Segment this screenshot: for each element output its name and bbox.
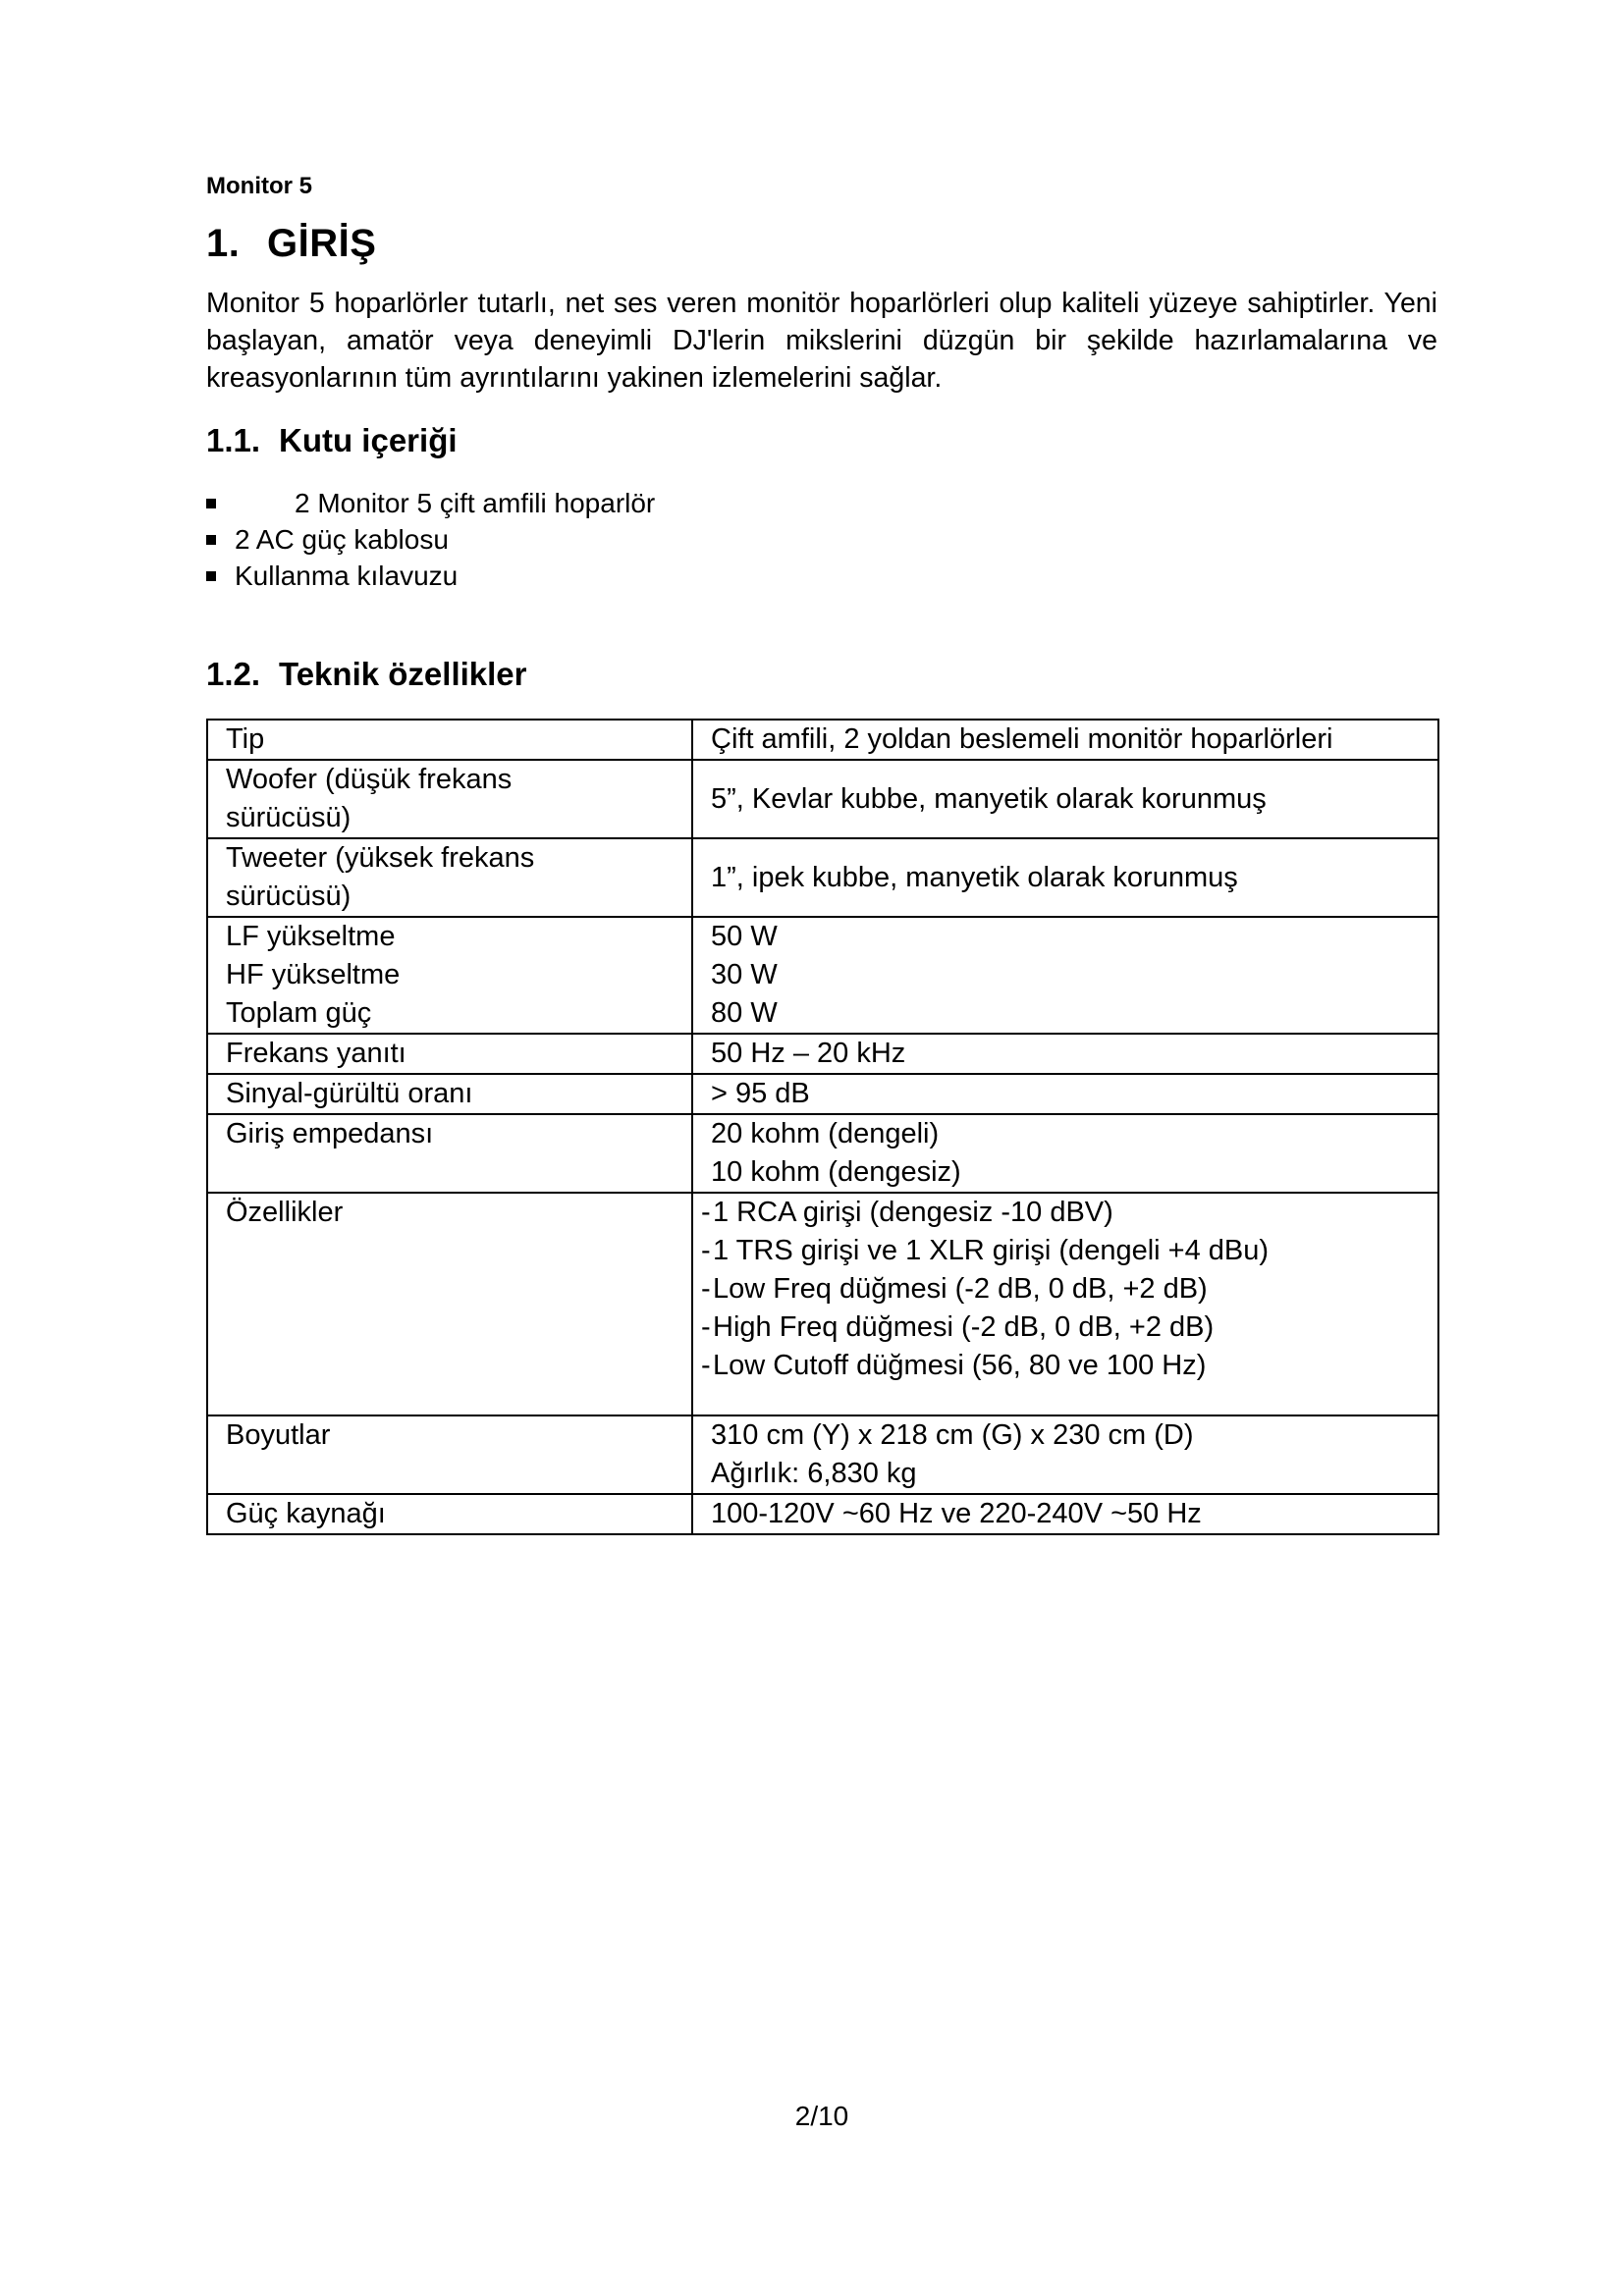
spec-value-group [692, 1415, 1438, 1494]
bullet-square-icon [206, 535, 216, 545]
table-row [207, 1415, 1438, 1494]
list-item: 2 AC güç kablosu [206, 521, 655, 558]
spec-value: 100-120V ~60 Hz ve 220-240V ~50 Hz [692, 1494, 1438, 1534]
spec-label: Frekans yanıtı [207, 1034, 692, 1074]
spec-value: 30 W [711, 959, 778, 990]
table-row [207, 1114, 1438, 1193]
subsection-heading-box-contents [206, 422, 458, 459]
box-contents-list [206, 485, 655, 594]
spec-value-group [692, 1193, 1438, 1415]
spec-label: Tweeter (yüksek frekans sürücüsü) [207, 838, 692, 917]
spec-table [206, 719, 1439, 1535]
spec-label: Woofer (düşük frekans sürücüsü) [207, 760, 692, 838]
subsection-number: 1.1. [206, 422, 261, 458]
spec-label: Özellikler [207, 1193, 692, 1415]
spec-value-group [692, 917, 1438, 1034]
table-row [207, 1494, 1438, 1534]
spec-value: 50 W [711, 921, 778, 952]
table-row [207, 720, 1438, 760]
features-list [701, 1194, 1428, 1385]
table-row [207, 1074, 1438, 1114]
page-number: 2/10 [794, 2101, 849, 2131]
subsection-title: Kutu içeriği [279, 422, 458, 458]
bullet-square-icon [206, 571, 216, 581]
list-item: - 1 RCA girişi (dengesiz -10 dBV) [701, 1194, 1428, 1232]
spec-value: > 95 dB [692, 1074, 1438, 1114]
table-row [207, 1193, 1438, 1415]
list-item: Kullanma kılavuzu [206, 558, 655, 594]
list-item: - Low Cutoff düğmesi (56, 80 ve 100 Hz) [701, 1347, 1428, 1385]
subsection-title: Teknik özellikler [279, 656, 527, 692]
subsection-heading-specs [206, 656, 527, 693]
spec-label: LF yükseltme [226, 921, 396, 952]
document-header: Monitor 5 [206, 173, 312, 199]
spec-label: Giriş empedansı [207, 1114, 692, 1193]
spec-value: Çift amfili, 2 yoldan beslemeli monitör hoparlörleri [692, 720, 1438, 760]
section-title: GİRİŞ [267, 222, 377, 265]
list-item: - High Freq düğmesi (-2 dB, 0 dB, +2 dB) [701, 1308, 1428, 1347]
spec-label: Güç kaynağı [207, 1494, 692, 1534]
spec-label: Toplam güç [226, 997, 372, 1029]
spec-value: Ağırlık: 6,830 kg [711, 1458, 917, 1489]
intro-paragraph: Monitor 5 hoparlörler tutarlı, net ses veren monitör hoparlörleri olup kaliteli yüzeye sahiptirler. Yeni başlayan, amatör veya deneyimli DJ'lerin mikslerini düzgün bir şekilde hazırlamalarına ve kreasyonlarının tüm ayrıntılarını yakinen izlemelerini sağlar. [206, 288, 1437, 394]
spec-label: Boyutlar [207, 1415, 692, 1494]
table-row [207, 917, 1438, 1034]
spec-label-group [207, 917, 692, 1034]
spec-label: Sinyal-gürültü oranı [207, 1074, 692, 1114]
spec-value: 310 cm (Y) x 218 cm (G) x 230 cm (D) [711, 1419, 1194, 1451]
subsection-number: 1.2. [206, 656, 261, 692]
spec-value-group [692, 1114, 1438, 1193]
table-row [207, 760, 1438, 838]
spec-value: 10 kohm (dengesiz) [711, 1156, 961, 1188]
table-row [207, 1034, 1438, 1074]
spec-value: 1”, ipek kubbe, manyetik olarak korunmuş [692, 838, 1438, 917]
bullet-square-icon [206, 499, 216, 508]
section-number: 1. [206, 222, 241, 265]
spec-value: 5”, Kevlar kubbe, manyetik olarak korunmuş [692, 760, 1438, 838]
spec-value: 20 kohm (dengeli) [711, 1118, 940, 1149]
spec-value: 80 W [711, 997, 778, 1029]
section-heading-intro [206, 222, 376, 266]
list-item: 2 Monitor 5 çift amfili hoparlör [206, 485, 655, 521]
list-item: - Low Freq düğmesi (-2 dB, 0 dB, +2 dB) [701, 1270, 1428, 1308]
list-item: - 1 TRS girişi ve 1 XLR girişi (dengeli +4 dBu) [701, 1232, 1428, 1270]
spec-label: HF yükseltme [226, 959, 401, 990]
spec-label: Tip [207, 720, 692, 760]
table-row [207, 838, 1438, 917]
spec-value: 50 Hz – 20 kHz [692, 1034, 1438, 1074]
